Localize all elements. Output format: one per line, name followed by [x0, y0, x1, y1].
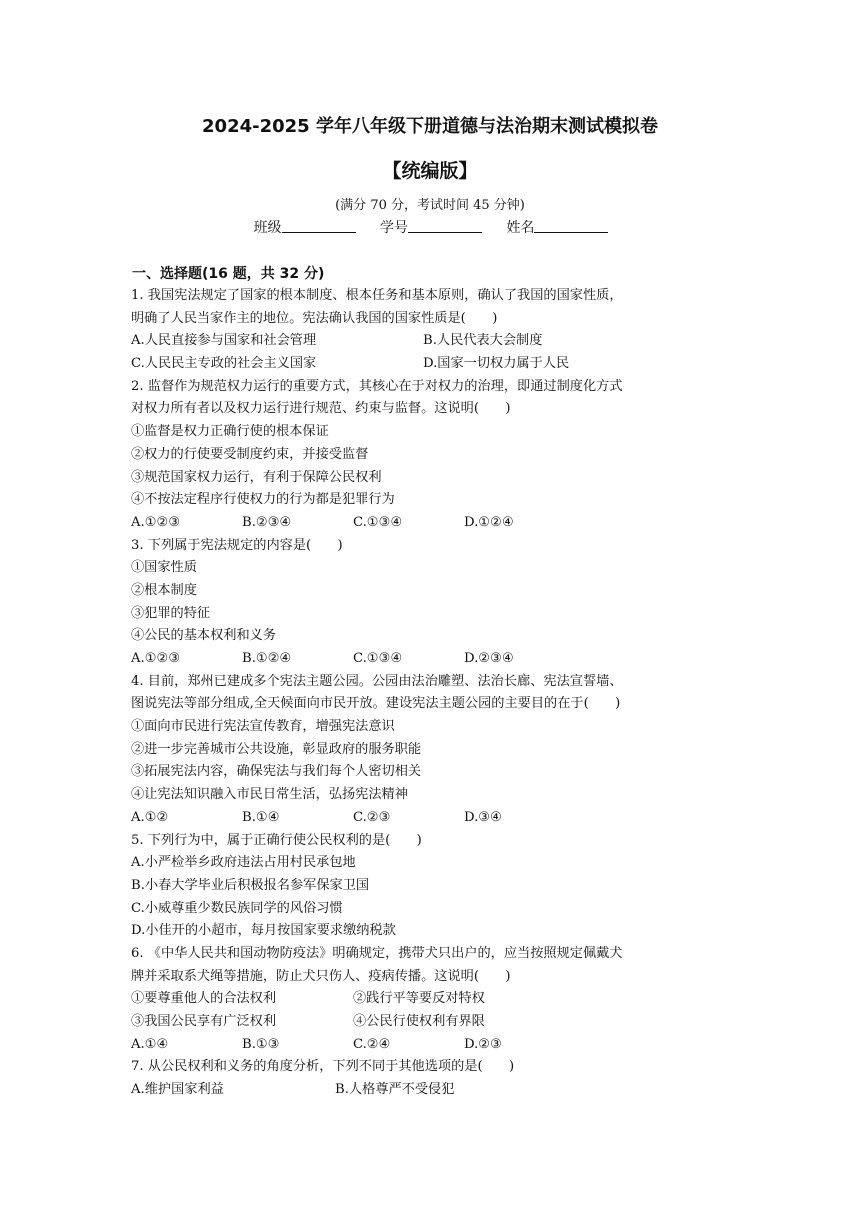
option: A.小严检举乡政府违法占用村民承包地	[131, 855, 356, 871]
statement-item: ③犯罪的特征	[131, 605, 211, 621]
question-list	[131, 285, 731, 1102]
question-stem: 图说宪法等部分组成,全天候面向市民开放。建设宪法主题公园的主要目的在于( )	[131, 696, 621, 712]
student-info-fields	[0, 217, 860, 239]
question-stem: 6. 《中华人民共和国动物防疫法》明确规定，携带犬只出户的，应当按照规定佩戴犬	[131, 945, 623, 961]
option: A.①④	[131, 1036, 169, 1052]
option: B.人格尊严不受侵犯	[335, 1082, 455, 1098]
statement-item: ③我国公民享有广泛权利	[131, 1014, 277, 1029]
name-label: 姓名	[506, 220, 535, 236]
statement-item: ①面向市民进行宪法宣传教育，增强宪法意识	[131, 719, 395, 735]
statement-row	[131, 988, 731, 1011]
option: A.①②	[131, 809, 169, 825]
page-subtitle: 【统编版】	[382, 160, 478, 182]
option: B.小春大学毕业后积极报名参军保家卫国	[131, 877, 370, 893]
question-stem: 5. 下列行为中，属于正确行使公民权利的是( )	[131, 832, 422, 848]
statement-item: ①国家性质	[131, 560, 197, 576]
option: C.①③④	[353, 651, 403, 666]
statement-row	[131, 1011, 731, 1034]
option-row	[131, 648, 731, 671]
option: B.②③④	[242, 514, 292, 530]
statement-item: ④公民的基本权利和义务	[131, 628, 277, 644]
question-stem: 牌并采取系犬绳等措施，防止犬只伤人、疫病传播。这说明( )	[131, 968, 511, 984]
option: D.小佳开的小超市，每月按国家要求缴纳税款	[131, 923, 396, 939]
statement-item: ①要尊重他人的合法权利	[131, 991, 277, 1007]
option-row	[131, 1079, 731, 1102]
question-stem: 1. 我国宪法规定了国家的根本制度、根本任务和基本原则，确认了我国的国家性质，	[131, 288, 623, 303]
section-title: 一、选择题(16 题，共 32 分)	[132, 266, 325, 282]
statement-item: ②践行平等要反对特权	[353, 991, 485, 1007]
statement-item: ①监督是权力正确行使的根本保证	[131, 424, 329, 440]
option: D.②③	[464, 1036, 502, 1052]
option: C.人民民主专政的社会主义国家	[131, 356, 317, 372]
option: B.①②④	[242, 651, 292, 666]
statement-item: ③拓展宪法内容，确保宪法与我们每个人密切相关	[131, 764, 422, 780]
class-blank	[282, 218, 356, 233]
statement-item: ④公民行使权利有界限	[353, 1014, 485, 1029]
option: C.②③	[353, 809, 391, 825]
option-row	[131, 330, 731, 353]
option: D.国家一切权力属于人民	[423, 356, 570, 372]
statement-item: ③规范国家权力运行，有利于保障公民权利	[131, 469, 382, 485]
option: C.①③④	[353, 514, 403, 530]
question-stem: 3. 下列属于宪法规定的内容是( )	[131, 537, 343, 553]
score-note: (满分 70 分，考试时间 45 分钟)	[335, 198, 525, 213]
question-stem: 2. 监督作为规范权力运行的重要方式，其核心在于对权力的治理，即通过制度化方式	[131, 378, 623, 394]
statement-item: ②根本制度	[131, 582, 197, 598]
option-row	[131, 353, 731, 376]
option: A.①②③	[131, 651, 181, 666]
option: B.①④	[242, 809, 280, 825]
question-stem: 4. 目前，郑州已建成多个宪法主题公园。公园由法治雕塑、法治长廊、宪法宣誓墙、	[131, 673, 623, 689]
option-row	[131, 1034, 731, 1057]
option: C.②④	[353, 1036, 391, 1052]
student-id-blank	[408, 218, 482, 233]
class-label: 班级	[253, 220, 282, 236]
question-stem: 明确了人民当家作主的地位。宪法确认我国的国家性质是( )	[131, 310, 498, 326]
question-stem: 7. 从公民权利和义务的角度分析，下列不同于其他选项的是( )	[131, 1059, 515, 1075]
statement-item: ②权力的行使要受制度约束，并接受监督	[131, 446, 369, 462]
question-stem: 对权力所有者以及权力运行进行规范、约束与监督。这说明( )	[131, 401, 511, 417]
page-title: 2024-2025 学年八年级下册道德与法治期末测试模拟卷	[202, 116, 658, 137]
student-id-label: 学号	[380, 220, 408, 236]
option-row	[131, 512, 731, 535]
option: D.②③④	[464, 651, 514, 666]
statement-item: ④让宪法知识融入市民日常生活，弘扬宪法精神	[131, 787, 408, 803]
statement-item: ②进一步完善城市公共设施，彰显政府的服务职能	[131, 741, 422, 757]
option: A.①②③	[131, 514, 181, 530]
option: A.维护国家利益	[131, 1082, 224, 1098]
statement-item: ④不按法定程序行使权力的行为都是犯罪行为	[131, 492, 395, 508]
option: D.①②④	[464, 514, 514, 530]
option-row	[131, 807, 731, 830]
option: C.小威尊重少数民族同学的风俗习惯	[131, 900, 343, 916]
option: D.③④	[464, 809, 502, 825]
option: B.人民代表大会制度	[423, 333, 543, 349]
option: A.人民直接参与国家和社会管理	[131, 333, 317, 349]
name-blank	[534, 218, 608, 233]
option: B.①③	[242, 1036, 280, 1052]
